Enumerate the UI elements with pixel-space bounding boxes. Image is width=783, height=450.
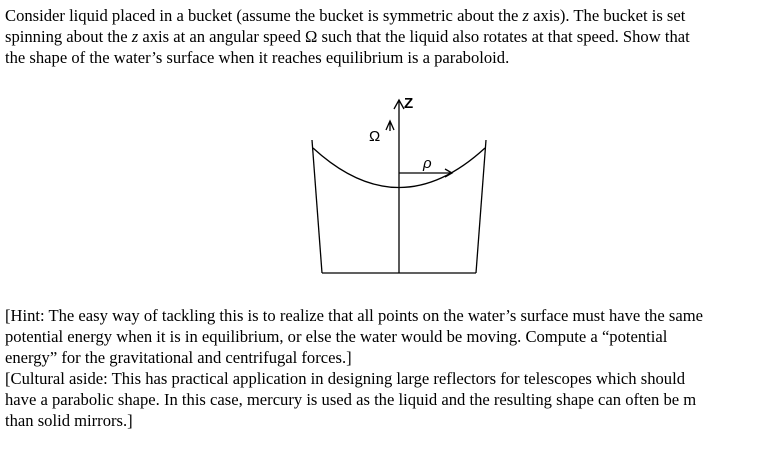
hint-paragraph: [5, 305, 777, 368]
problem-paragraph: [5, 5, 777, 68]
rho-label: ρ: [423, 155, 432, 172]
z-axis-label: Z: [404, 95, 414, 112]
hint-line: potential energy when it is in equilibrium, or else the water would be moving. Compute a “potential: [5, 327, 668, 346]
hint-line: energy” for the gravitational and centrifugal forces.]: [5, 348, 352, 367]
omega-symbol: Ω: [305, 27, 318, 46]
hint-line: [Hint: The easy way of tackling this is to realize that all points on the water’s surface must have the same: [5, 306, 703, 325]
aside-line: than solid mirrors.]: [5, 411, 133, 430]
aside-line: have a parabolic shape. In this case, mercury is used as the liquid and the resulting shape can often be m: [5, 390, 697, 409]
bucket-left-wall: [312, 140, 322, 273]
rotating-bucket-figure: [300, 88, 500, 288]
z-variable: z: [131, 27, 139, 46]
z-variable: z: [522, 6, 529, 25]
problem-line: Consider liquid placed in a bucket (assume the bucket is symmetric about the z axis). The bucket is set: [5, 6, 686, 25]
rotation-arrow-icon: [386, 121, 394, 131]
aside-line: [Cultural aside: This has practical application in designing large reflectors for telescopes which should: [5, 369, 685, 388]
bucket-right-wall: [476, 140, 486, 273]
omega-label: Ω: [369, 128, 381, 145]
problem-line: spinning about the z axis at an angular speed Ω such that the liquid also rotates at that speed. Show that: [5, 27, 690, 46]
problem-line: the shape of the water’s surface when it reaches equilibrium is a paraboloid.: [5, 48, 510, 67]
cultural-aside-paragraph: [5, 368, 777, 431]
